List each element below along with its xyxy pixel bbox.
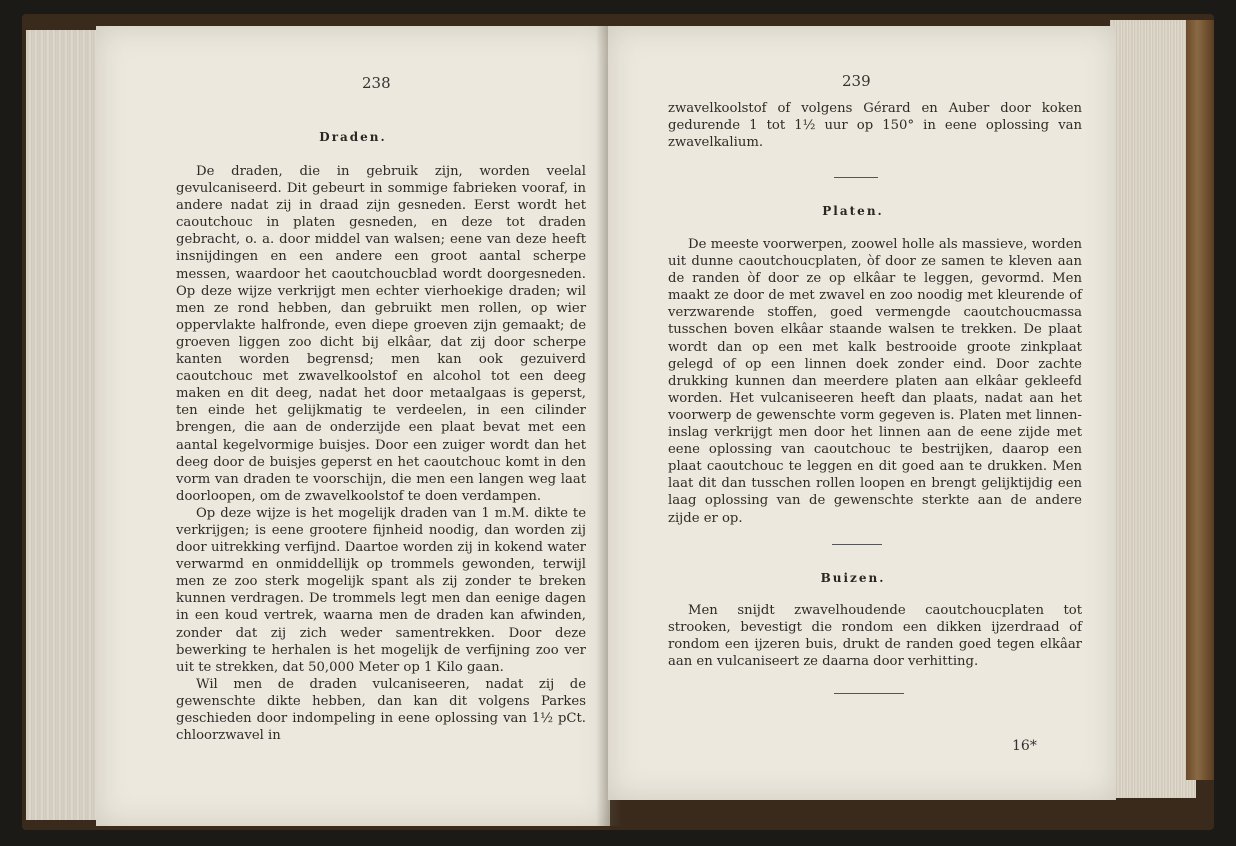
paragraph: De meeste voorwerpen, zoowel holle als massieve, worden uit dunne caoutchoucplaten, òf door ze samen te kleven aan de randen òf door ze op elkâar te leggen, gevormd. Men maakt ze door de met zwavel en zoo noodig met kleurende of verzwarende stoffen, goed vermengde caoutchoucmassa tusschen boven elkâar staande walsen te trekken. De plaat wordt dan op een met kalk bestrooide groote zinkplaat gelegd of op een linnen doek zonder eind. Door zachte drukking kunnen dan meerdere platen aan elkâar gekleefd worden. Het vulcaniseeren heeft dan plaats, nadat aan het voorwerp de gewenschte vorm gegeven is. Platen met linnen-inslag verkrijgt men door het linnen aan de eene zijde met eene oplossing van caoutchouc te bestrijken, daarop een plaat caoutchouc te leggen en dit goed aan te drukken. Men laat dit dan tusschen rollen loopen en brengt gelijktijdig een laag oplossing van de gewenschte sterkte aan de andere zijde er op. <box>668 237 1082 526</box>
right-continuation-text <box>668 100 1082 151</box>
section-divider <box>832 544 882 545</box>
section-divider <box>834 693 904 694</box>
buizen-body-text <box>668 602 1082 670</box>
page-number-right: 239 <box>842 72 871 90</box>
book-cover-right <box>1186 20 1214 780</box>
heading-draden: Draden. <box>319 130 387 144</box>
paragraph: Op deze wijze is het mogelijk draden van 1 m.M. dikte te verkrijgen; is eene grootere fijnheid noodig, dan worden zij door uitrekking verfijnd. Daartoe worden zij in kokend water verwarmd en onmiddellijk op trommels gewonden, terwijl men ze zoo sterk mogelijk spant als zij zonder te breken kunnen verdragen. De trommels legt men dan eenige dagen in een koud vertrek, waarna men de draden kan afwinden, zonder dat zij zich weder samentrekken. Door deze bewerking te herhalen is het mogelijk de verfijning zoo ver uit te strekken, dat 50,000 Meter op 1 Kilo gaan. <box>176 505 586 675</box>
platen-body-text <box>668 236 1082 527</box>
paragraph: De draden, die in gebruik zijn, worden veelal gevulcaniseerd. Dit gebeurt in sommige fabrieken vooraf, in andere nadat zij in draad zijn gesneden. Eerst wordt het caoutchouc in platen gesneden, en deze tot draden gebracht, o. a. door middel van walsen; eene van deze heeft insnijdingen en een andere een groot aantal scherpe messen, waardoor het caoutchoucblad wordt doorgesneden. Op deze wijze verkrijgt men echter vierhoekige draden; wil men ze rond hebben, dan gebruikt men rollen, op wier oppervlakte halfronde, even diepe groeven zijn gemaakt; de groeven liggen zoo dicht bij elkâar, dat zij door scherpe kanten worden begrensd; men kan ook gezuiverd caoutchouc met zwavelkoolstof en alcohol tot een deeg maken en dit deeg, nadat het door metaalgaas is geperst, ten einde het gelijkmatig te verdeelen, in een cilinder brengen, die aan de onderzijde een plaat bevat met een aantal kegelvormige buisjes. Door een zuiger wordt dan het deeg door de buisjes geperst en het caoutchouc komt in den vorm van draden te voorschijn, die men een langen weg laat doorloopen, om de zwavelkoolstof te doen verdampen. <box>176 164 586 504</box>
heading-platen: Platen. <box>822 204 884 218</box>
section-divider <box>834 177 878 178</box>
page-edges-right <box>1110 20 1196 798</box>
left-page <box>96 26 610 826</box>
right-page <box>608 26 1116 800</box>
paragraph: Wil men de draden vulcaniseeren, nadat zij de gewenschte dikte hebben, dan kan dit volgens Parkes geschieden door indompeling in eene oplossing van 1½ pCt. chloorzwavel in <box>176 676 586 744</box>
page-edges-left <box>26 30 104 820</box>
heading-buizen: Buizen. <box>820 571 886 585</box>
paragraph: Men snijdt zwavelhoudende caoutchoucplaten tot strooken, bevestigt die rondom een dikken ijzerdraad of rondom een ijzeren buis, drukt de randen goed tegen elkâar aan en vulcaniseert ze daarna door verhitting. <box>668 603 1082 670</box>
signature-mark: 16* <box>1012 738 1037 754</box>
paragraph: zwavelkoolstof of volgens Gérard en Auber door koken gedurende 1 tot 1½ uur op 150° in eene oplossing van zwavelkalium. <box>668 101 1082 151</box>
page-number-left: 238 <box>362 74 391 92</box>
left-body-text <box>176 163 586 744</box>
